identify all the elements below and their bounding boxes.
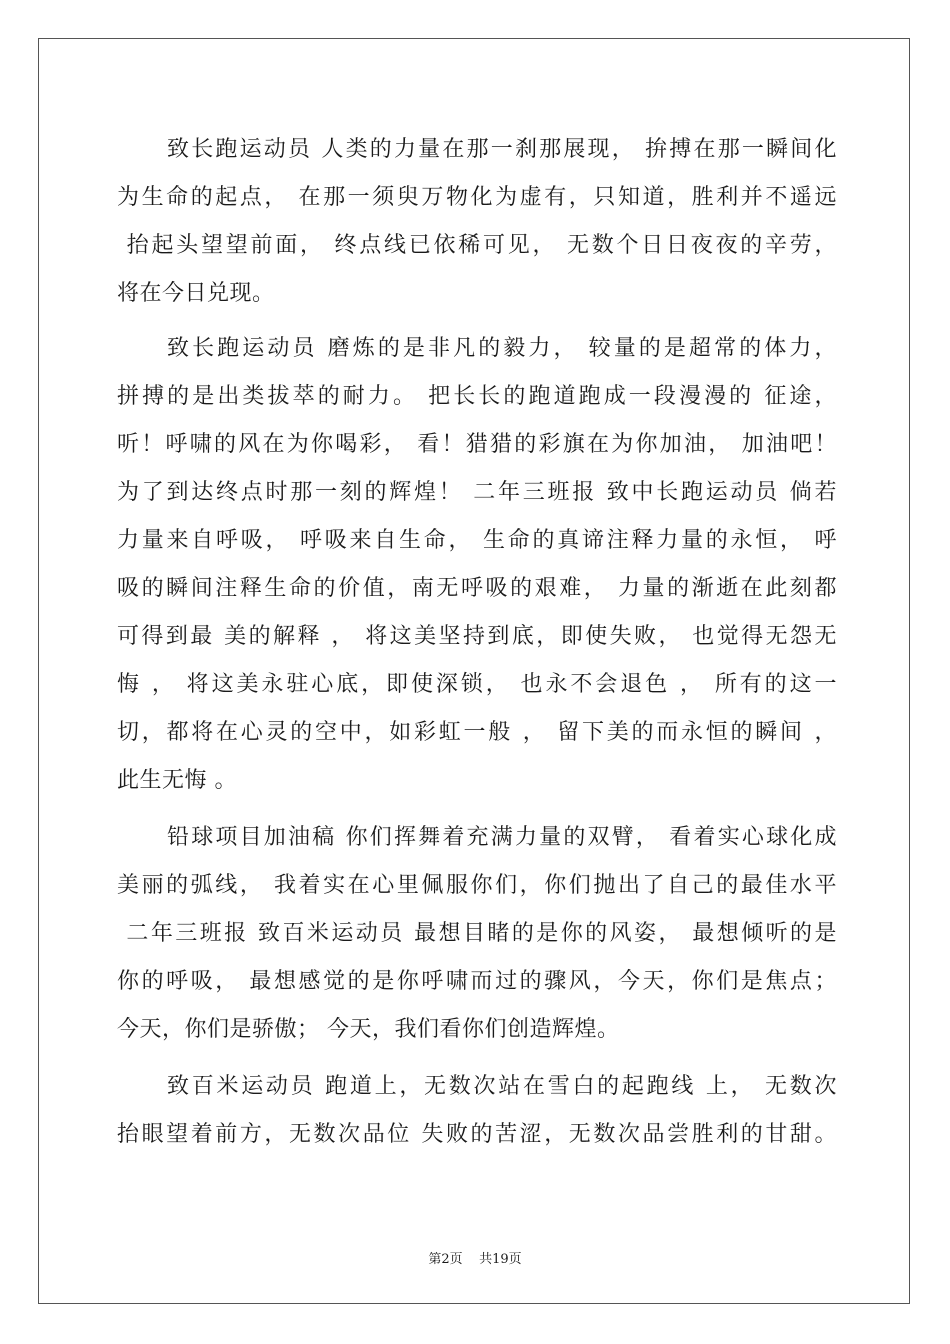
paragraph-4-line-2: 抬眼望着前方，无数次品位 失败的苦涩，无数次品尝胜利的甘甜。 <box>117 1122 837 1147</box>
paragraph-1-line-3: 抬起头望望前面， 终点线已依稀可见， 无数个日日夜夜的辛劳， <box>117 233 837 258</box>
paragraph-2-line-2: 拼搏的是出类拔萃的耐力。 把长长的跑道跑成一段漫漫的 征途， <box>117 384 837 409</box>
paragraph-4-line-1: 致百米运动员 跑道上，无数次站在雪白的起跑线 上， 无数次 <box>167 1074 837 1099</box>
paragraph-1-line-1: 致长跑运动员 人类的力量在那一刹那展现， 拚搏在那一瞬间化 <box>167 137 837 162</box>
paragraph-3-line-4: 你的呼吸， 最想感觉的是你呼啸而过的骤风，今天，你们是焦点； <box>117 969 837 994</box>
paragraph-3-line-2: 美丽的弧线， 我着实在心里佩服你们，你们抛出了自己的最佳水平 <box>117 873 837 898</box>
paragraph-3-line-5: 今天，你们是骄傲； 今天，我们看你们创造辉煌。 <box>117 1017 620 1042</box>
page-number-footer: 第2页 共19页 <box>428 1252 522 1267</box>
paragraph-1-line-4: 将在今日兑现。 <box>117 281 275 306</box>
paragraph-2-line-9: 切，都将在心灵的空中，如彩虹一般 ， 留下美的而永恒的瞬间 ， <box>117 720 837 745</box>
paragraph-2-line-10: 此生无悔 。 <box>117 768 237 793</box>
paragraph-2-line-3: 听！呼啸的风在为你喝彩， 看！猎猎的彩旗在为你加油， 加油吧！ <box>117 432 837 457</box>
paragraph-2-line-6: 吸的瞬间注释生命的价值，南无呼吸的艰难， 力量的渐逝在此刻都 <box>117 576 837 601</box>
paragraph-2-line-5: 力量来自呼吸， 呼吸来自生命， 生命的真谛注释力量的永恒， 呼 <box>117 528 837 553</box>
paragraph-2-line-1: 致长跑运动员 磨炼的是非凡的毅力， 较量的是超常的体力， <box>167 336 837 361</box>
paragraph-2-line-4: 为了到达终点时那一刻的辉煌！ 二年三班报 致中长跑运动员 倘若 <box>117 480 837 505</box>
paragraph-2-line-8: 悔 ， 将这美永驻心底，即使深锁， 也永不会退色 ， 所有的这一 <box>117 672 837 697</box>
paragraph-1-line-2: 为生命的起点， 在那一须臾万物化为虚有，只知道，胜利并不遥远 <box>117 185 837 210</box>
paragraph-3-line-3: 二年三班报 致百米运动员 最想目睹的是你的风姿， 最想倾听的是 <box>117 921 837 946</box>
paragraph-2-line-7: 可得到最 美的解释 ， 将这美坚持到底，即使失败， 也觉得无怨无 <box>117 624 837 649</box>
paragraph-3-line-1: 铅球项目加油稿 你们挥舞着充满力量的双臂， 看着实心球化成 <box>167 825 837 850</box>
